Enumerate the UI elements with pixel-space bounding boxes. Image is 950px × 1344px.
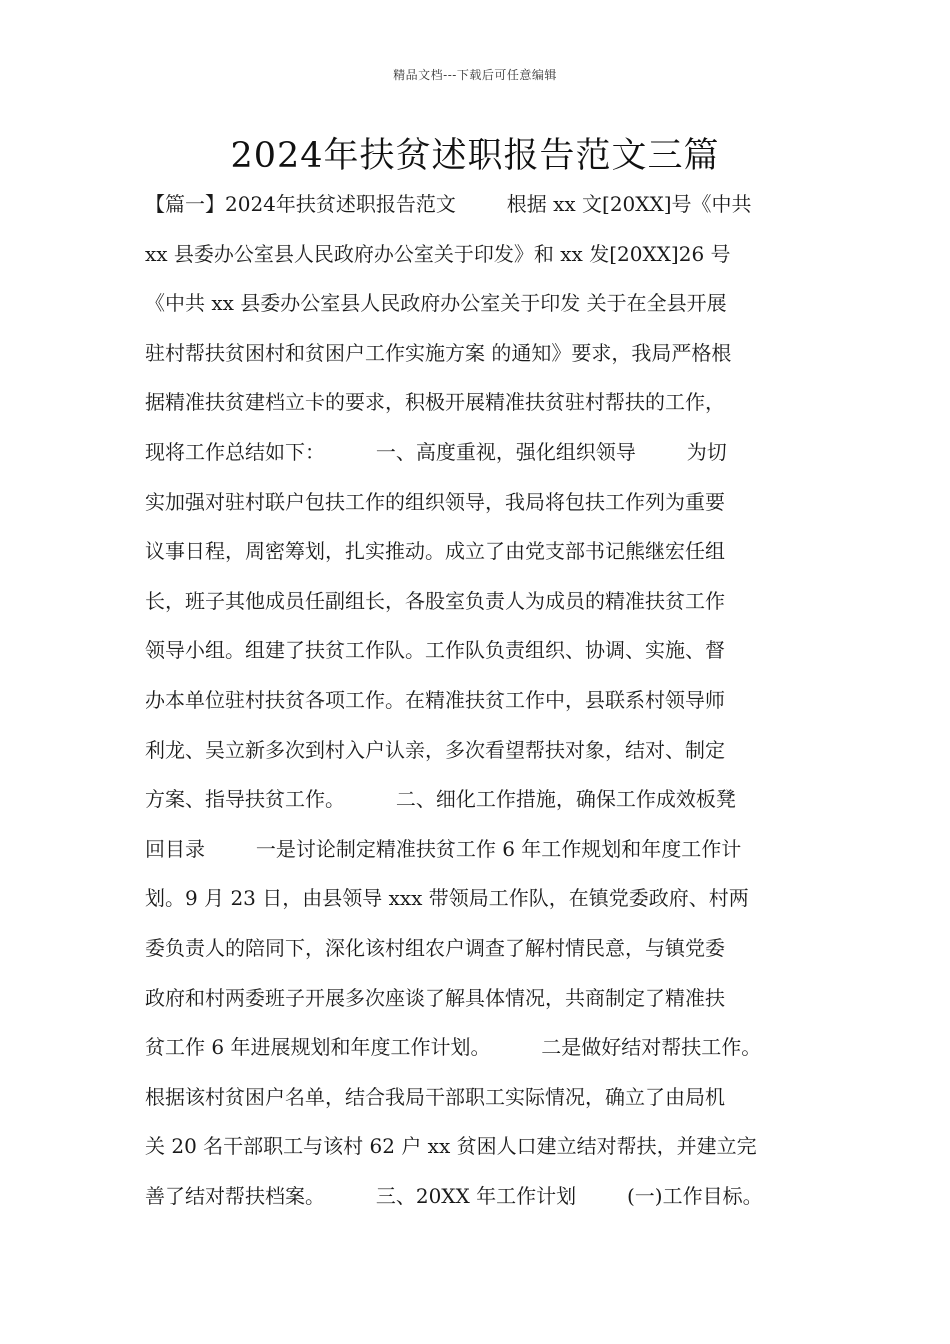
body-line: 办本单位驻村扶贫各项工作。在精准扶贫工作中，县联系村领导师 (145, 687, 725, 712)
document-body (145, 180, 835, 1221)
body-line: 【篇一】2024年扶贫述职报告范文 根据 xx 文[20XX]号《中共 (145, 192, 752, 216)
body-line: 政府和村两委班子开展多次座谈了解具体情况，共商制定了精准扶 (145, 985, 725, 1010)
document-header-note: 精品文档---下载后可任意编辑 (393, 68, 557, 82)
body-line: 关 20 名干部职工与该村 62 户 xx 贫困人口建立结对帮扶，并建立完 (145, 1134, 757, 1159)
body-line: 现将工作总结如下： 一、高度重视，强化组织领导 为切 (145, 439, 727, 464)
body-line: 划。9 月 23 日，由县领导 xxx 带领局工作队，在镇党委政府、村两 (145, 886, 749, 911)
body-line: 善了结对帮扶档案。 三、20XX 年工作计划 (一)工作目标。 (145, 1183, 763, 1208)
body-line: xx 县委办公室县人民政府办公室关于印发》和 xx 发[20XX]26 号 (145, 241, 731, 266)
body-line: 《中共 xx 县委办公室县人民政府办公室关于印发 关于在全县开展 (145, 291, 727, 316)
body-line: 议事日程，周密筹划，扎实推动。成立了由党支部书记熊继宏任组 (145, 539, 725, 564)
body-line: 根据该村贫困户名单，结合我局干部职工实际情况，确立了由局机 (145, 1084, 725, 1109)
body-line: 回目录 一是讨论制定精准扶贫工作 6 年工作规划和年度工作计 (145, 836, 742, 861)
document-title: 2024年扶贫述职报告范文三篇 (230, 136, 720, 176)
body-line: 利龙、吴立新多次到村入户认亲，多次看望帮扶对象，结对、制定 (145, 737, 725, 762)
body-line: 贫工作 6 年进展规划和年度工作计划。 二是做好结对帮扶工作。 (145, 1035, 762, 1060)
body-line: 驻村帮扶贫困村和贫困户工作实施方案 的通知》要求，我局严格根 (145, 340, 732, 365)
body-line: 长，班子其他成员任副组长，各股室负责人为成员的精准扶贫工作 (145, 588, 725, 613)
body-line: 委负责人的陪同下，深化该村组农户调查了解村情民意，与镇党委 (145, 935, 725, 960)
body-line: 据精准扶贫建档立卡的要求，积极开展精准扶贫驻村帮扶的工作， (145, 390, 725, 415)
body-line: 领导小组。组建了扶贫工作队。工作队负责组织、协调、实施、督 (145, 638, 725, 663)
body-line: 实加强对驻村联户包扶工作的组织领导，我局将包扶工作列为重要 (145, 489, 725, 514)
body-line: 方案、指导扶贫工作。 二、细化工作措施，确保工作成效板凳 (145, 787, 736, 812)
